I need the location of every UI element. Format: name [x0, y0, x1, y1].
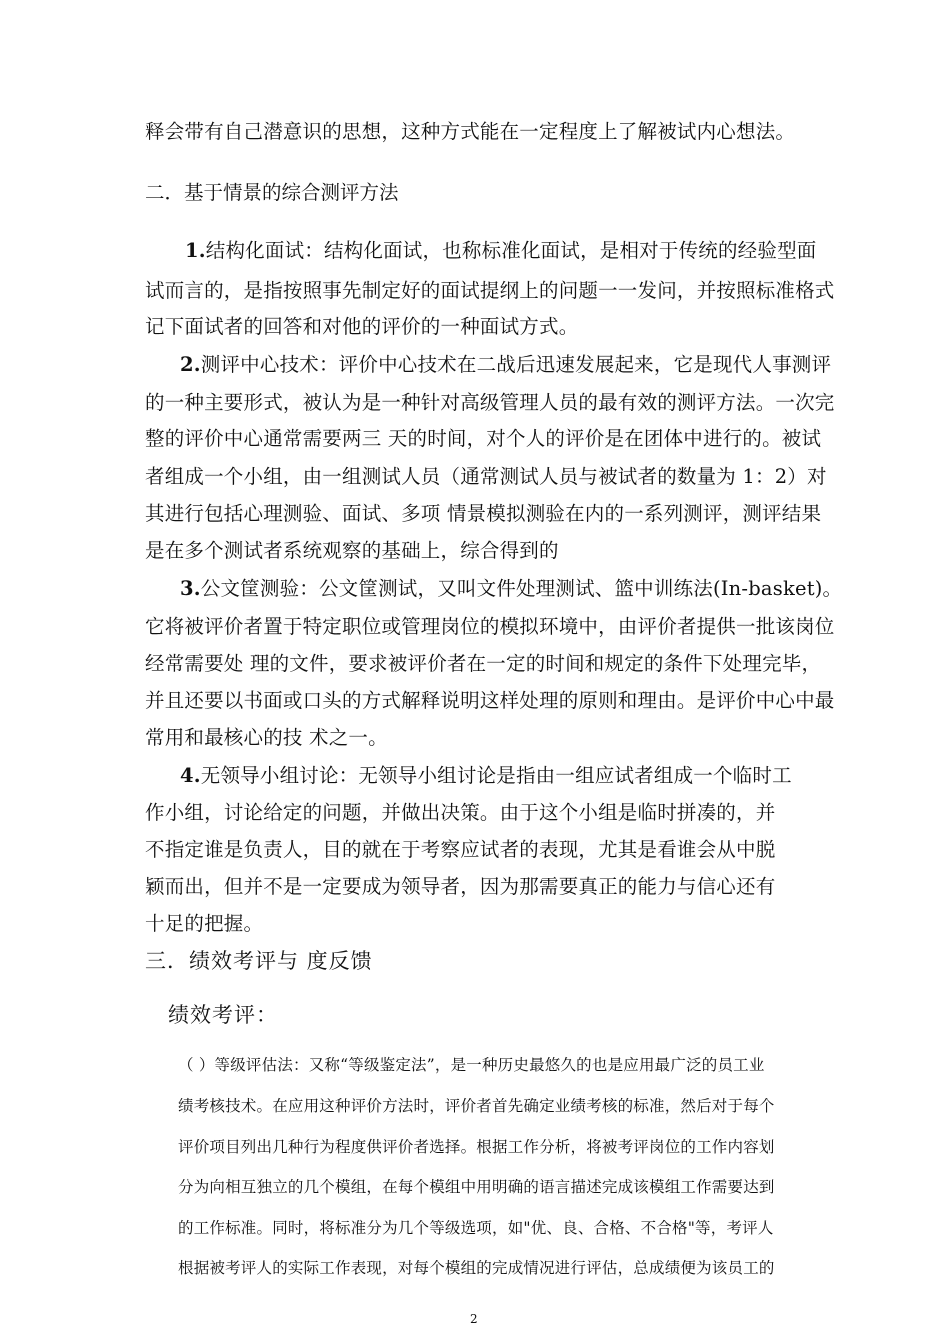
text-line: 并且还要以书面或口头的方式解释说明这样处理的原则和理由。是评价中心中最 [145, 689, 835, 712]
text-line: 常用和最核心的技 术之一。 [145, 726, 388, 749]
text-line [180, 579, 842, 599]
text-line: 评价项目列出几种行为程度供评价者选择。根据工作分析，将被考评岗位的工作内容划 [178, 1138, 775, 1156]
text-line: 经常需要处 理的文件，要求被评价者在一定的时间和规定的条件下处理完毕， [145, 652, 822, 675]
item-number: 2. [180, 353, 201, 376]
item-number: 3. [180, 577, 201, 600]
text-line [180, 766, 792, 786]
text-line: 整的评价中心通常需要两三 天的时间，对个人的评价是在团体中进行的。被试 [145, 427, 822, 450]
item-number: 4. [180, 764, 201, 787]
text-line: （ ）等级评估法：又称“等级鉴定法”，是一种历史最悠久的也是应用最广泛的员工业 [178, 1056, 765, 1074]
text-line: 的工作标准。同时，将标准分为几个等级选项，如"优、良、合格、不合格"等，考评人 [178, 1219, 774, 1237]
text-line: 十足的把握。 [145, 912, 264, 935]
item-number: 1. [185, 239, 206, 262]
text-line [180, 355, 831, 375]
section-heading: 二．基于情景的综合测评方法 [145, 181, 399, 204]
text-line: 不指定谁是负责人，目的就在于考察应试者的表现，尤其是看谁会从中脱 [145, 838, 776, 861]
text-line: 绩考核技术。在应用这种评价方法时，评价者首先确定业绩考核的标准，然后对于每个 [178, 1097, 775, 1115]
text-line: 试而言的，是指按照事先制定好的面试提纲上的问题一一发问，并按照标准格式 [145, 279, 835, 302]
text-line: 作小组，讨论给定的问题，并做出决策。由于这个小组是临时拼凑的，并 [145, 801, 776, 824]
text-line: 其进行包括心理测验、面试、多项 情景模拟测验在内的一系列测评，测评结果 [145, 502, 822, 525]
text-line: 的一种主要形式，被认为是一种针对高级管理人员的最有效的测评方法。一次完 [145, 391, 835, 414]
text-line: 它将被评价者置于特定职位或管理岗位的模拟环境中，由评价者提供一批该岗位 [145, 615, 835, 638]
item-text: 结构化面试：结构化面试，也称标准化面试，是相对于传统的经验型面 [205, 239, 817, 262]
text-line: 根据被考评人的实际工作表现，对每个模组的完成情况进行评估，总成绩便为该员工的 [178, 1259, 775, 1277]
text-line: 分为向相互独立的几个模组，在每个模组中用明确的语言描述完成该模组工作需要达到 [178, 1178, 775, 1196]
item-text: 公文筐测验：公文筐测试，又叫文件处理测试、篮中训练法(In-basket)。 [200, 577, 843, 600]
text-line: 释会带有自己潜意识的思想，这种方式能在一定程度上了解被试内心想法。 [145, 120, 796, 143]
sub-heading: 绩效考评： [168, 1003, 278, 1027]
page-number: 2 [470, 1312, 478, 1326]
text-line [185, 241, 816, 261]
item-text: 测评中心技术：评价中心技术在二战后迅速发展起来，它是现代人事测评 [200, 353, 832, 376]
text-line: 是在多个测试者系统观察的基础上，综合得到的 [145, 539, 559, 562]
item-text: 无领导小组讨论：无领导小组讨论是指由一组应试者组成一个临时工 [200, 764, 792, 787]
section-heading: 三．绩效考评与 度反馈 [145, 949, 373, 973]
text-line: 颖而出，但并不是一定要成为领导者，因为那需要真正的能力与信心还有 [145, 875, 776, 898]
text-line: 记下面试者的回答和对他的评价的一种面试方式。 [145, 315, 579, 338]
text-line: 者组成一个小组，由一组测试人员（通常测试人员与被试者的数量为 1：2）对 [145, 465, 827, 488]
